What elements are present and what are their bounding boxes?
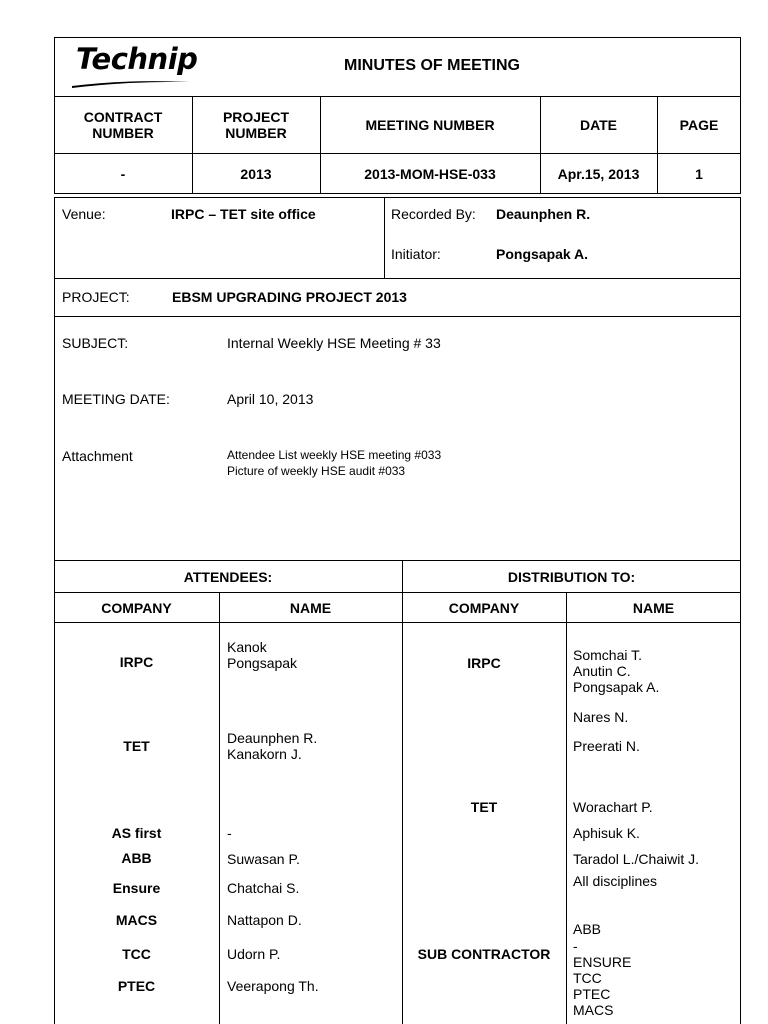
attendee-company: PTEC [117, 978, 156, 994]
attendee-company: TET [123, 738, 150, 754]
technip-logo [76, 41, 196, 91]
subject-label: SUBJECT: [62, 335, 129, 351]
initiator-value: Pongsapak A. [496, 246, 589, 262]
attendees-name-header: NAME [289, 599, 332, 616]
attendee-company: AS first [111, 825, 162, 841]
date-value: Apr.15, 2013 [557, 165, 640, 182]
distribution-name: Aphisuk K. [573, 825, 640, 841]
attendee-name: Veerapong Th. [227, 978, 319, 994]
subject-value: Internal Weekly HSE Meeting # 33 [227, 335, 441, 351]
project-number-value: 2013 [240, 165, 272, 182]
attendee-names: Kanok Pongsapak [227, 639, 298, 671]
distribution-name-header: NAME [632, 599, 675, 616]
attendees-column-divider [219, 592, 220, 1024]
attendee-name: Suwasan P. [227, 851, 300, 867]
page-header: PAGE [679, 117, 719, 133]
meeting-date-label: MEETING DATE: [62, 391, 170, 407]
contract-number-header: CONTRACT NUMBER [83, 109, 163, 141]
distribution-heading: DISTRIBUTION TO: [507, 568, 636, 585]
attachment-item: Picture of weekly HSE audit #033 [227, 464, 406, 478]
attendee-name: - [227, 825, 232, 841]
info-divider [54, 278, 741, 279]
meeting-number-header: MEETING NUMBER [365, 117, 495, 133]
distribution-names: Somchai T. Anutin C. Pongsapak A. [573, 647, 660, 695]
logo-swoosh-icon [70, 77, 192, 89]
meeting-number-value: 2013-MOM-HSE-033 [364, 165, 496, 182]
attendee-name: Chatchai S. [227, 880, 300, 896]
distribution-names: - ENSURE TCC PTEC MACS [573, 938, 632, 1018]
date-header: DATE [579, 117, 618, 133]
distribution-company: SUB CONTRACTOR [417, 946, 551, 962]
venue-label: Venue: [62, 206, 106, 222]
page-value: 1 [695, 165, 703, 182]
recorded-by-value: Deaunphen R. [496, 206, 591, 222]
attachment-item: Attendee List weekly HSE meeting #033 [227, 448, 442, 462]
attendee-name: Udorn P. [227, 946, 281, 962]
distribution-name: ABB [573, 921, 602, 937]
info-divider [54, 316, 741, 317]
distribution-name: Taradol L./Chaiwit J. [573, 851, 700, 867]
document-title: MINUTES OF MEETING [344, 57, 520, 74]
distribution-name: Worachart P. [573, 799, 653, 815]
attendee-company: Ensure [112, 880, 161, 896]
venue-value: IRPC – TET site office [171, 206, 316, 222]
distribution-name: Preerati N. [573, 738, 640, 754]
attendee-names: Deaunphen R. Kanakorn J. [227, 730, 318, 762]
initiator-label: Initiator: [391, 246, 441, 262]
distribution-company: TET [470, 799, 498, 815]
attendees-heading: ATTENDEES: [183, 568, 273, 585]
attendees-company-header: COMPANY [101, 599, 172, 616]
attendee-company: TCC [122, 946, 151, 962]
meeting-date-value: April 10, 2013 [227, 391, 314, 407]
attendee-company: ABB [121, 850, 152, 866]
attendee-company: MACS [115, 912, 158, 928]
project-label: PROJECT: [62, 289, 130, 305]
distribution-column-divider [566, 592, 567, 1024]
contract-number-value: - [120, 165, 126, 182]
recorded-by-label: Recorded By: [391, 206, 476, 222]
attendee-company: IRPC [119, 654, 154, 670]
project-value: EBSM UPGRADING PROJECT 2013 [172, 289, 407, 305]
project-number-header: PROJECT NUMBER [222, 109, 290, 141]
info-column-divider [384, 197, 385, 278]
attachment-label: Attachment [62, 448, 133, 464]
distribution-name: Nares N. [573, 709, 629, 725]
attendee-name: Nattapon D. [227, 912, 302, 928]
distribution-company-header: COMPANY [448, 599, 520, 616]
logo-text: Technip [76, 42, 198, 76]
distribution-company: IRPC [467, 655, 501, 671]
distribution-name: All disciplines [573, 873, 658, 889]
attendees-divider [54, 622, 741, 623]
